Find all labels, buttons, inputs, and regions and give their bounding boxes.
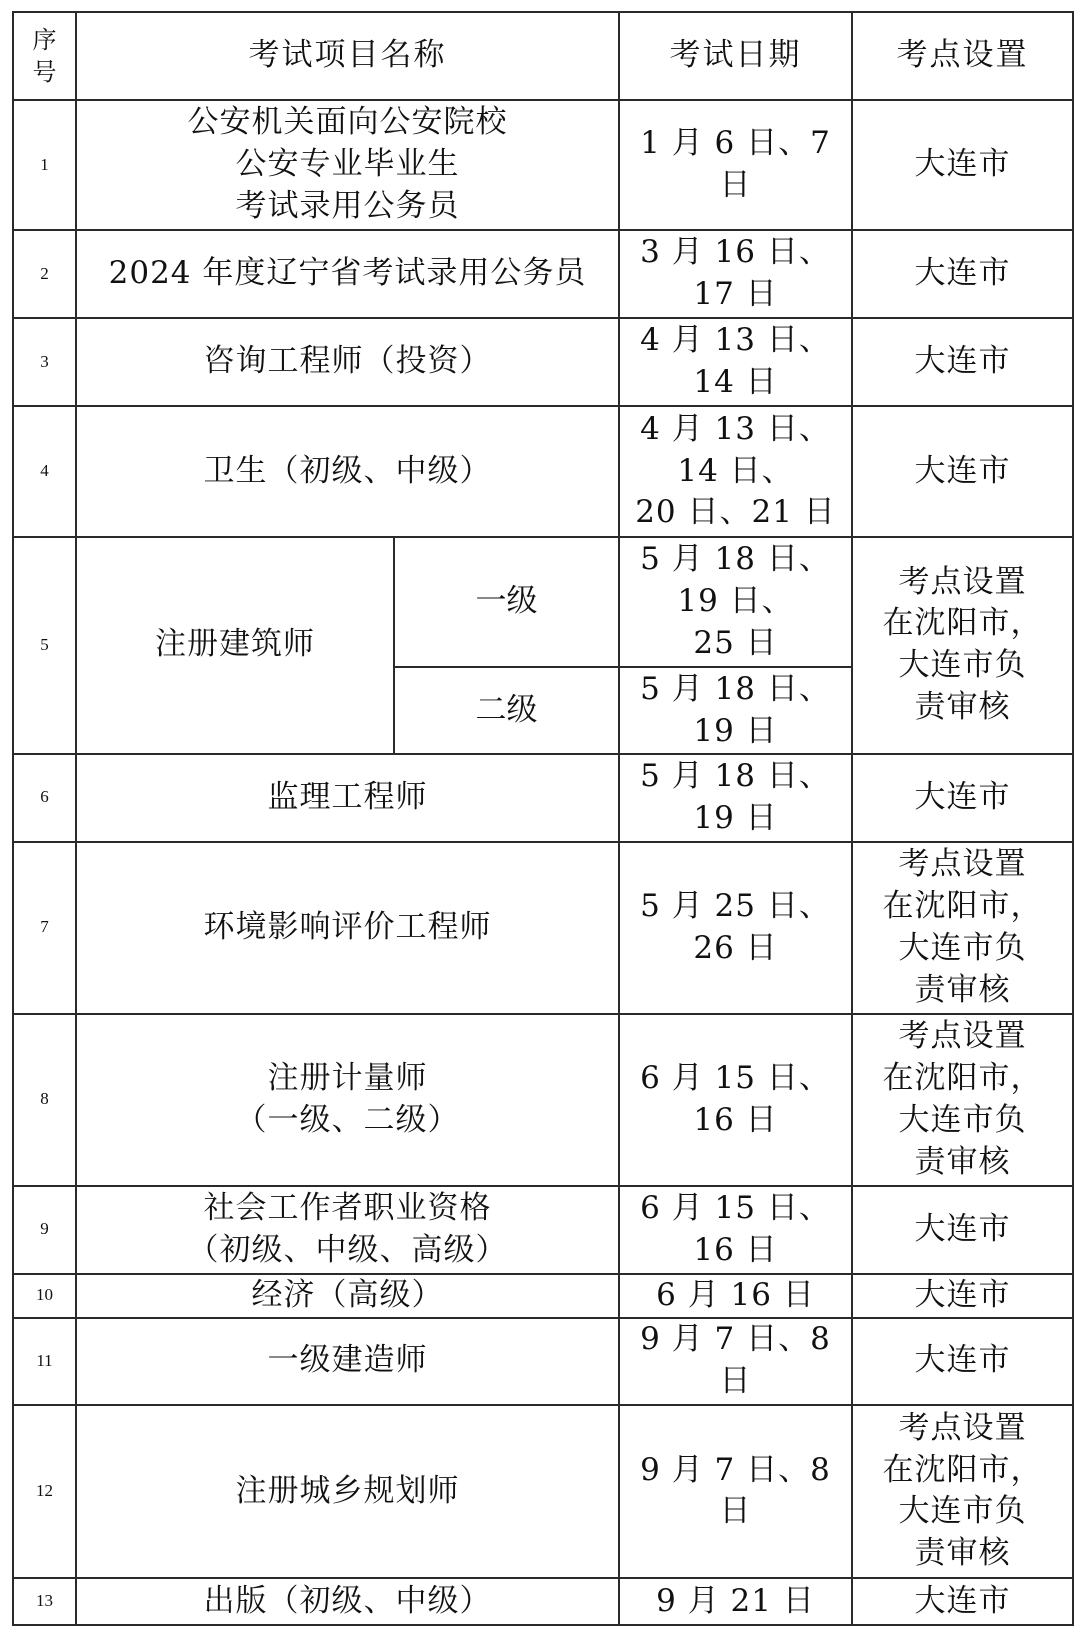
exam-date-line: 4 月 13 日、 xyxy=(640,322,831,359)
header-row xyxy=(13,12,1073,100)
exam-name: 监理工程师 xyxy=(76,754,619,842)
exam-date-line: 17 日 xyxy=(693,276,778,313)
header-seq xyxy=(13,12,76,100)
exam-date: 9 月 7 日、8 日 xyxy=(619,1405,852,1579)
table-row xyxy=(13,406,1073,536)
exam-date-line: 19 日 xyxy=(693,712,778,749)
exam-name: 一级建造师 xyxy=(76,1318,619,1405)
exam-date-line: 25 日 xyxy=(693,624,778,661)
table-row xyxy=(13,537,1073,667)
header-name: 考试项目名称 xyxy=(76,12,619,100)
exam-site xyxy=(852,537,1073,754)
exam-date-line: 5 月 18 日、 xyxy=(640,541,831,578)
exam-site: 大连市 xyxy=(852,1318,1073,1405)
table-row xyxy=(13,754,1073,842)
exam-date: 9 月 7 日、8 日 xyxy=(619,1318,852,1405)
exam-date-line: 5 月 18 日、 xyxy=(640,758,831,795)
exam-level: 一级 xyxy=(394,537,619,667)
exam-name: 咨询工程师（投资） xyxy=(76,318,619,406)
exam-name: 注册城乡规划师 xyxy=(76,1405,619,1579)
exam-name: 经济（高级） xyxy=(76,1274,619,1318)
exam-name: 卫生（初级、中级） xyxy=(76,406,619,536)
row-number: 3 xyxy=(13,318,76,406)
row-number: 6 xyxy=(13,754,76,842)
exam-date-line: 5 月 25 日、 xyxy=(640,887,831,924)
header-seq-line: 序 xyxy=(32,25,57,54)
exam-site: 大连市 xyxy=(852,100,1073,230)
exam-date: 1 月 6 日、7 日 xyxy=(619,100,852,230)
exam-site-line: 在沈阳市， xyxy=(882,887,1043,924)
exam-date-line: 20 日、21 日 xyxy=(635,494,836,531)
table-row xyxy=(13,1014,1073,1186)
exam-site xyxy=(852,1014,1073,1186)
exam-date xyxy=(619,1014,852,1186)
exam-site-line: 大连市负 xyxy=(898,1493,1027,1530)
row-number: 2 xyxy=(13,230,76,318)
exam-name: 出版（初级、中级） xyxy=(76,1578,619,1625)
row-number: 8 xyxy=(13,1014,76,1186)
exam-date xyxy=(619,1186,852,1274)
row-number: 11 xyxy=(13,1318,76,1405)
exam-name xyxy=(76,100,619,230)
table-row xyxy=(13,230,1073,318)
exam-name: 环境影响评价工程师 xyxy=(76,842,619,1014)
exam-date-line: 6 月 15 日、 xyxy=(640,1189,831,1226)
row-number: 1 xyxy=(13,100,76,230)
exam-schedule-table xyxy=(12,11,1074,1626)
exam-site xyxy=(852,1405,1073,1579)
table-row xyxy=(13,1318,1073,1405)
exam-site: 大连市 xyxy=(852,754,1073,842)
exam-date xyxy=(619,318,852,406)
header-seq-line: 号 xyxy=(32,57,57,86)
exam-name-line: （初级、中级、高级） xyxy=(187,1231,508,1268)
row-number: 12 xyxy=(13,1405,76,1579)
exam-date-line: 16 日 xyxy=(693,1231,778,1268)
exam-date xyxy=(619,230,852,318)
exam-site-line: 责审核 xyxy=(914,971,1011,1008)
exam-date-line: 5 月 18 日、 xyxy=(640,670,831,707)
exam-site-line: 考点设置 xyxy=(898,1018,1027,1054)
exam-date-line: 19 日 xyxy=(693,799,778,836)
exam-name: 2024 年度辽宁省考试录用公务员 xyxy=(76,230,619,318)
exam-name-line: （一级、二级） xyxy=(235,1101,460,1138)
exam-name-line: 注册计量师 xyxy=(267,1059,428,1096)
row-number: 13 xyxy=(13,1578,76,1625)
exam-date-line: 6 月 15 日、 xyxy=(640,1059,831,1096)
exam-site-line: 考点设置 xyxy=(898,846,1027,883)
exam-name xyxy=(76,1186,619,1274)
exam-date xyxy=(619,754,852,842)
exam-site-line: 考点设置 xyxy=(898,1409,1027,1446)
row-number: 4 xyxy=(13,406,76,536)
exam-site-line: 考点设置 xyxy=(898,563,1027,600)
exam-site-line: 责审核 xyxy=(914,689,1011,726)
exam-site-line: 大连市负 xyxy=(898,929,1027,966)
row-number: 7 xyxy=(13,842,76,1014)
exam-date-line: 26 日 xyxy=(693,929,778,966)
table-body xyxy=(13,12,1073,1625)
exam-site-line: 在沈阳市， xyxy=(882,1059,1043,1096)
exam-date-line: 14 日、 xyxy=(677,452,794,489)
exam-date-line: 19 日、 xyxy=(677,582,794,619)
table-row xyxy=(13,1186,1073,1274)
table-row xyxy=(13,1578,1073,1625)
row-number: 5 xyxy=(13,537,76,754)
exam-site: 大连市 xyxy=(852,1578,1073,1625)
exam-date xyxy=(619,667,852,754)
exam-name-line: 社会工作者职业资格 xyxy=(203,1189,492,1226)
exam-site: 大连市 xyxy=(852,230,1073,318)
exam-site: 大连市 xyxy=(852,318,1073,406)
exam-name: 注册建筑师 xyxy=(76,537,394,754)
exam-site-line: 在沈阳市， xyxy=(882,605,1043,642)
exam-site xyxy=(852,842,1073,1014)
exam-date xyxy=(619,842,852,1014)
row-number: 9 xyxy=(13,1186,76,1274)
exam-name xyxy=(76,1014,619,1186)
exam-date-line: 3 月 16 日、 xyxy=(640,234,831,271)
table-row xyxy=(13,1274,1073,1318)
exam-date-line: 16 日 xyxy=(693,1101,778,1138)
exam-name-line: 公安机关面向公安院校 xyxy=(187,104,508,141)
exam-site: 大连市 xyxy=(852,1186,1073,1274)
exam-date xyxy=(619,406,852,536)
table-row xyxy=(13,1405,1073,1579)
exam-site-line: 大连市负 xyxy=(898,1101,1027,1138)
exam-site: 大连市 xyxy=(852,406,1073,536)
exam-date: 6 月 16 日 xyxy=(619,1274,852,1318)
header-site: 考点设置 xyxy=(852,12,1073,100)
exam-date xyxy=(619,537,852,667)
exam-date-line: 14 日 xyxy=(693,364,778,401)
row-number: 10 xyxy=(13,1274,76,1318)
exam-site: 大连市 xyxy=(852,1274,1073,1318)
exam-name-line: 考试录用公务员 xyxy=(235,188,460,225)
header-date: 考试日期 xyxy=(619,12,852,100)
exam-site-line: 大连市负 xyxy=(898,647,1027,684)
exam-date: 9 月 21 日 xyxy=(619,1578,852,1625)
table-row xyxy=(13,842,1073,1014)
exam-level: 二级 xyxy=(394,667,619,754)
exam-name-line: 公安专业毕业生 xyxy=(235,146,460,183)
exam-date-line: 4 月 13 日、 xyxy=(640,410,831,447)
table-row xyxy=(13,318,1073,406)
exam-site-line: 责审核 xyxy=(914,1143,1011,1180)
table-row xyxy=(13,100,1073,230)
exam-site-line: 责审核 xyxy=(914,1535,1011,1572)
exam-site-line: 在沈阳市， xyxy=(882,1451,1043,1488)
